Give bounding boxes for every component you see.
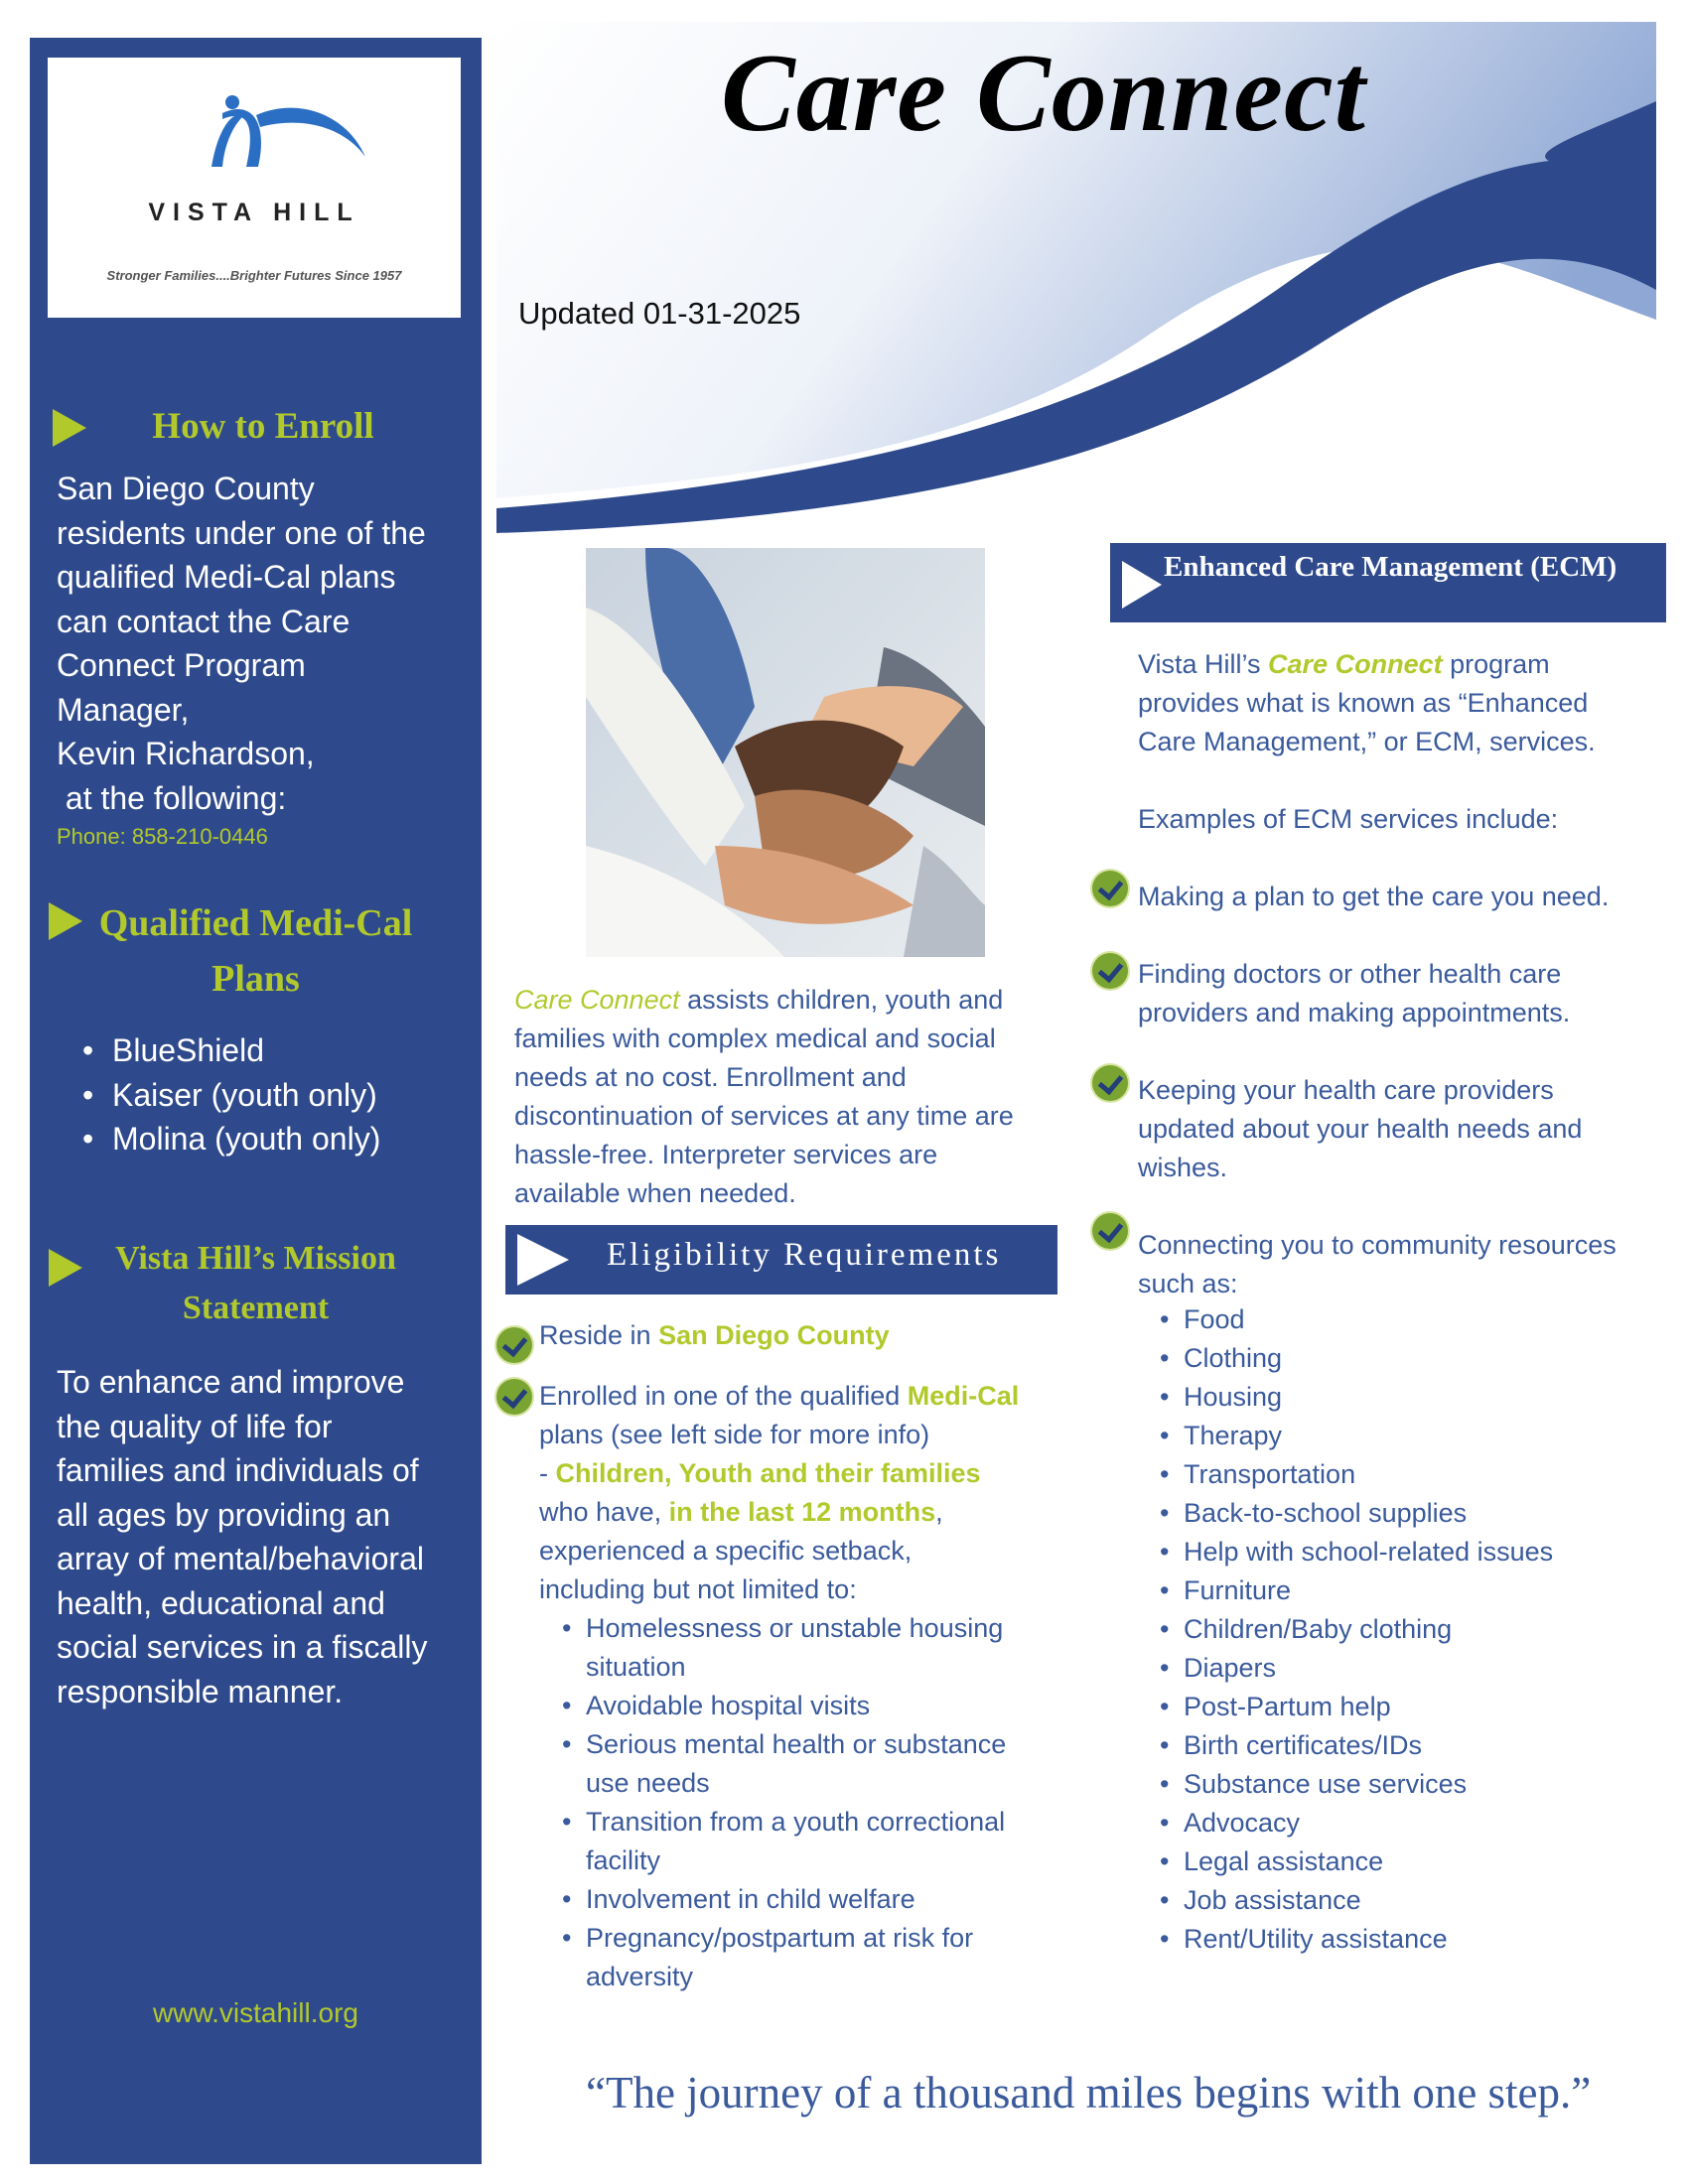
ecm-item: Finding doctors or other health care providers and making appointments. xyxy=(1138,959,1571,1027)
list-item: • Diapers xyxy=(1160,1649,1553,1688)
triangle-bullet-icon xyxy=(49,1249,82,1287)
list-item: • Clothing xyxy=(1160,1339,1553,1378)
list-item: • Substance use services xyxy=(1160,1765,1553,1804)
plans-heading: Qualified Medi-Cal Plans xyxy=(98,902,413,1000)
checkmark-icon xyxy=(1092,1065,1128,1101)
logo xyxy=(48,58,461,318)
play-triangle-icon xyxy=(1122,561,1162,609)
checkmark-icon xyxy=(1092,953,1128,989)
eligibility-heading: Eligibility Requirements xyxy=(607,1237,1002,1273)
ecm-item: Keeping your health care providers updated about your health needs and wishes. xyxy=(1138,1075,1583,1182)
checkmark-icon xyxy=(496,1379,532,1415)
list-item: • Housing xyxy=(1160,1378,1553,1417)
list-item: • Molina (youth only) xyxy=(82,1117,380,1161)
program-name: Care Connect xyxy=(514,985,680,1015)
list-item: • Serious mental health or substance use needs xyxy=(562,1725,1058,1803)
plans-list xyxy=(82,1028,380,1161)
logo-tagline: Stronger Families....Brighter Futures Since 1957 xyxy=(106,268,402,283)
list-item: • Homelessness or unstable housing situation xyxy=(562,1609,1058,1687)
list-item: • Children/Baby clothing xyxy=(1160,1610,1553,1649)
stacked-hands-photo xyxy=(586,548,985,957)
resource-list xyxy=(1160,1300,1553,1959)
checkmark-icon xyxy=(496,1327,532,1363)
updated-date: Updated 01-31-2025 xyxy=(518,296,801,331)
closing-quote: “The journey of a thousand miles begins with one step.” xyxy=(586,2068,1592,2117)
list-item: • Legal assistance xyxy=(1160,1843,1553,1881)
list-item: • Help with school-related issues xyxy=(1160,1533,1553,1571)
ecm-intro: Vista Hill’s Care Connect program provides what is known as “Enhanced Care Management,” or ECM, services. xyxy=(1138,649,1596,756)
list-item: • BlueShield xyxy=(82,1028,380,1073)
setback-list xyxy=(562,1609,1058,1996)
mission-heading: Vista Hill’s Mission Statement xyxy=(115,1240,396,1326)
logo-wordmark: VISTA HILL xyxy=(148,199,360,226)
mission-text: To enhance and improve the quality of life for families and individuals of all ages by providing an array of mental/behavioral health, educational and social services in a fiscally responsible manner. xyxy=(57,1364,428,1709)
enroll-heading: How to Enroll xyxy=(152,406,374,447)
list-item: • Transportation xyxy=(1160,1455,1553,1494)
ecm-item: Connecting you to community resources such as: xyxy=(1138,1230,1617,1298)
list-item: • Therapy xyxy=(1160,1417,1553,1455)
eligibility-banner xyxy=(505,1225,1057,1295)
list-item: • Back-to-school supplies xyxy=(1160,1494,1553,1533)
list-item: • Birth certificates/IDs xyxy=(1160,1726,1553,1765)
ecm-banner xyxy=(1110,543,1666,622)
list-item: • Furniture xyxy=(1160,1571,1553,1610)
ecm-examples-label: Examples of ECM services include: xyxy=(1138,804,1559,834)
list-item: • Involvement in child welfare xyxy=(562,1880,1058,1919)
ecm-item: Making a plan to get the care you need. xyxy=(1138,882,1610,911)
eligibility-item-residence: Reside in San Diego County xyxy=(539,1320,890,1350)
triangle-bullet-icon xyxy=(53,409,86,447)
list-item: • Pregnancy/postpartum at risk for adversity xyxy=(562,1919,1058,1996)
ecm-heading: Enhanced Care Management (ECM) xyxy=(1164,551,1618,583)
play-triangle-icon xyxy=(517,1234,569,1286)
checkmark-icon xyxy=(1092,1213,1128,1249)
triangle-bullet-icon xyxy=(49,902,82,940)
page-title: Care Connect xyxy=(721,32,1366,155)
phone-number: Phone: 858-210-0446 xyxy=(57,824,268,849)
intro-paragraph: Care Connect assists children, youth and families with complex medical and social needs at no cost. Enrollment and discontinuation of services at any time are hassle-free. Interpreter services are available when needed. xyxy=(514,985,1014,1208)
list-item: • Avoidable hospital visits xyxy=(562,1687,1058,1725)
enroll-text: San Diego County residents under one of the qualified Medi-Cal plans can contact the Care Connect Program Manager, Kevin Richardson, at the following: xyxy=(57,471,426,816)
website-link[interactable]: www.vistahill.org xyxy=(153,1997,358,2028)
list-item: • Rent/Utility assistance xyxy=(1160,1920,1553,1959)
checkmark-icon xyxy=(1092,871,1128,906)
eligibility-item-medical: Enrolled in one of the qualified Medi-Cal plans (see left side for more info) - Children, Youth and their families who have, in the last 12 months, experienced a specific setback, including but not limited to: xyxy=(539,1381,1020,1604)
list-item: • Kaiser (youth only) xyxy=(82,1073,380,1118)
list-item: • Transition from a youth correctional facility xyxy=(562,1803,1058,1880)
list-item: • Post-Partum help xyxy=(1160,1688,1553,1726)
list-item: • Advocacy xyxy=(1160,1804,1553,1843)
list-item: • Job assistance xyxy=(1160,1881,1553,1920)
logo-mark-icon xyxy=(48,58,461,197)
list-item: • Food xyxy=(1160,1300,1553,1339)
